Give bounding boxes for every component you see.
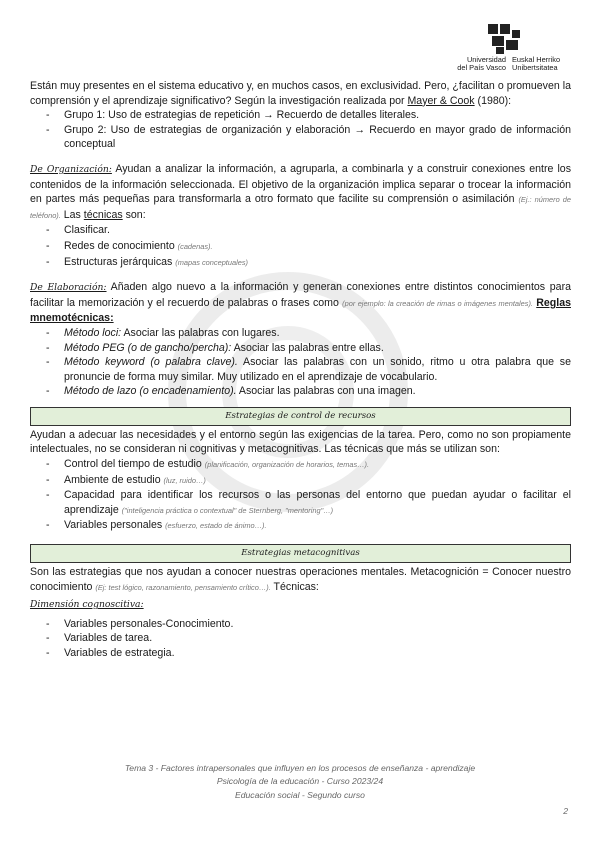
logo-text-es xyxy=(456,56,506,73)
page-footer xyxy=(0,762,600,802)
recursos-paragraph: Ayudan a adecuar las necesidades y el entorno según las exigencias de la tarea. Pero, como no son propiamente intelectuales, no se consideran ni cognitivas y metacognitivas. Las técnicas que más se utilizan son: xyxy=(30,428,571,456)
metacognitivas-paragraph: Son las estrategias que nos ayudan a conocer nuestras operaciones mentales. Metacognición = Conocer nuestro conocimiento (Ej: test lógico, razonamiento, pensamiento crítico…). Técnicas: xyxy=(30,566,571,593)
list-item: - Grupo 2: Uso de estrategias de organización y elaboración → Recuerdo en mayor grado de información conceptual xyxy=(30,123,571,152)
list-item: - Redes de conocimiento (cadenas). xyxy=(30,239,571,255)
list-item: - Estructuras jerárquicas (mapas conceptuales) xyxy=(30,255,571,271)
metacognitivas-list xyxy=(30,617,571,661)
list-item: - Ambiente de estudio (luz, ruido…) xyxy=(30,473,571,489)
section-title-recursos: Estrategias de control de recursos xyxy=(30,407,571,426)
elaboracion-list xyxy=(30,326,571,399)
mayer-cook-link[interactable]: Mayer & Cook xyxy=(407,94,475,107)
organizacion-heading: De Organización: xyxy=(30,163,112,175)
section-title-metacognitivas: Estrategias metacognitivas xyxy=(30,544,571,563)
list-item: - Clasificar. xyxy=(30,223,571,239)
elaboracion-heading: De Elaboración: xyxy=(30,282,107,294)
list-item: - Variables personales-Conocimiento. xyxy=(30,617,571,632)
footer-line1: Tema 3 - Factores intrapersonales que influyen en los procesos de enseñanza - aprendizaje xyxy=(124,763,476,773)
organizacion-list xyxy=(30,223,571,270)
list-item: - Variables de estrategia. xyxy=(30,646,571,661)
list-item: - Método de lazo (o encadenamiento). Asociar las palabras con una imagen. xyxy=(30,384,571,399)
list-item: - Capacidad para identificar los recursos o las personas del entorno que puedan ayudar o facilitar el aprendizaje ("inteligencia práctica o contextual" de Sternberg, "mentoring"…) xyxy=(30,488,571,518)
list-item: - Método loci: Asociar las palabras con lugares. xyxy=(30,326,571,341)
dimension-heading: Dimensión cognoscitiva: xyxy=(30,599,144,611)
page-number: 2 xyxy=(563,806,568,816)
organizacion-paragraph: De Organización: Ayudan a analizar la información, a agruparla, a combinarla y a construir conexiones entre los contenidos de la información seleccionada. El objetivo de la organización implica separar o trocear la información en partes más pequeñas para transformarla a otro formato que facilite su comprensión o asimilación (Ej.: número de teléfono). Las técnicas son: xyxy=(30,162,571,221)
list-item: - Control del tiempo de estudio (planificación, organización de horarios, temas…). xyxy=(30,457,571,473)
logo-mark-icon xyxy=(486,24,522,54)
recursos-list xyxy=(30,457,571,534)
university-logo xyxy=(456,14,576,78)
list-item: - Variables personales (esfuerzo, estado de ánimo…). xyxy=(30,518,571,534)
intro-list xyxy=(30,108,571,152)
list-item: - Método keyword (o palabra clave). Asociar las palabras con un sonido, ritmo u otra palabra que se pronuncie de forma muy similar. Muy utilizado en el aprendizaje de vocabulario. xyxy=(30,355,571,384)
list-item: - Grupo 1: Uso de estrategias de repetición → Recuerdo de detalles literales. xyxy=(30,108,571,123)
logo-line2a: Euskal Herriko xyxy=(512,55,561,64)
page-content xyxy=(30,79,571,661)
footer-line3: Educación social - Segundo curso xyxy=(235,789,365,800)
logo-line1a: Universidad xyxy=(466,55,506,64)
logo-line1b: del País Vasco xyxy=(457,63,506,73)
elaboracion-paragraph: De Elaboración: Añaden algo nuevo a la información y generan conexiones entre distintos conocimientos para facilitar la memorización y el recuerdo de palabras o frases como (por ejemplo: la creación de rimas o imágenes mentales). Reglas mnemotécnicas: xyxy=(30,281,571,325)
list-item: - Variables de tarea. xyxy=(30,631,571,646)
intro-paragraph: Están muy presentes en el sistema educativo y, en muchos casos, en exclusividad. Pero, ¿facilitan o promueven la comprensión y el aprendizaje significativo? Según la investigación realizada por Mayer & Cook (1980): xyxy=(30,80,571,107)
logo-text-eu xyxy=(512,56,576,73)
list-item: - Método PEG (o de gancho/percha): Asociar las palabras entre ellas. xyxy=(30,341,571,356)
footer-line2: Psicología de la educación - Curso 2023/24 xyxy=(216,776,384,787)
reglas-heading: Reglas mnemotécnicas: xyxy=(30,296,571,325)
logo-line2b: Unibertsitatea xyxy=(512,63,558,73)
